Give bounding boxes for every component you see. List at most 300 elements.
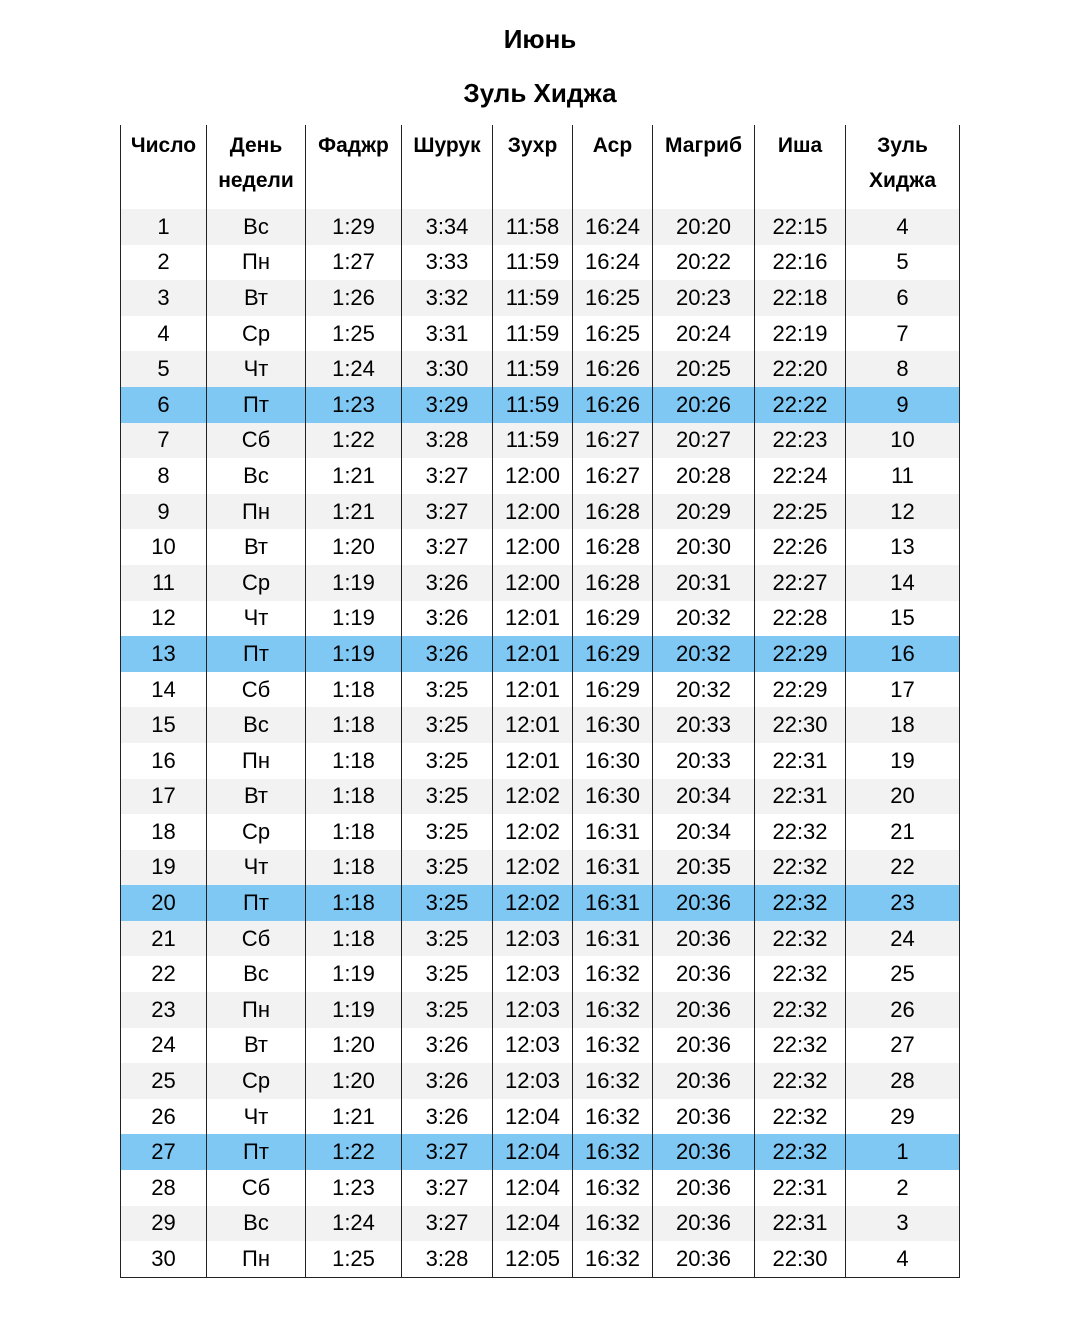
page-title: Июнь: [503, 24, 577, 54]
cell-shuruq: 3:30: [402, 351, 493, 387]
cell-shuruq: 3:25: [402, 956, 493, 992]
cell-hijri: 14: [846, 565, 960, 601]
cell-weekday: Пн: [207, 245, 306, 281]
cell-isha: 22:18: [755, 280, 846, 316]
cell-isha: 22:23: [755, 423, 846, 459]
cell-zuhr: 12:00: [493, 458, 573, 494]
cell-asr: 16:32: [573, 1206, 653, 1242]
cell-fajr: 1:18: [306, 672, 402, 708]
cell-hijri: 29: [846, 1099, 960, 1135]
cell-fajr: 1:26: [306, 280, 402, 316]
cell-weekday: Сб: [207, 921, 306, 957]
cell-maghrib: 20:36: [653, 1028, 755, 1064]
cell-zuhr: 12:04: [493, 1206, 573, 1242]
cell-asr: 16:25: [573, 316, 653, 352]
cell-maghrib: 20:36: [653, 956, 755, 992]
cell-zuhr: 12:02: [493, 814, 573, 850]
cell-shuruq: 3:26: [402, 565, 493, 601]
cell-asr: 16:29: [573, 601, 653, 637]
cell-maghrib: 20:30: [653, 529, 755, 565]
column-header-day: [121, 125, 207, 209]
cell-shuruq: 3:29: [402, 387, 493, 423]
cell-isha: 22:30: [755, 707, 846, 743]
cell-shuruq: 3:25: [402, 814, 493, 850]
cell-fajr: 1:19: [306, 565, 402, 601]
column-header-maghrib: [653, 125, 755, 209]
cell-shuruq: 3:25: [402, 779, 493, 815]
cell-weekday: Сб: [207, 1170, 306, 1206]
cell-hijri: 21: [846, 814, 960, 850]
cell-day: 22: [121, 956, 207, 992]
cell-shuruq: 3:25: [402, 850, 493, 886]
cell-asr: 16:28: [573, 529, 653, 565]
cell-maghrib: 20:36: [653, 885, 755, 921]
cell-maghrib: 20:31: [653, 565, 755, 601]
cell-day: 1: [121, 209, 207, 245]
cell-weekday: Чт: [207, 1099, 306, 1135]
cell-day: 8: [121, 458, 207, 494]
cell-zuhr: 12:03: [493, 1028, 573, 1064]
cell-fajr: 1:18: [306, 743, 402, 779]
cell-day: 11: [121, 565, 207, 601]
table-row: [121, 992, 960, 1028]
table-row: [121, 351, 960, 387]
cell-isha: 22:32: [755, 814, 846, 850]
cell-weekday: Вс: [207, 209, 306, 245]
cell-fajr: 1:22: [306, 423, 402, 459]
cell-shuruq: 3:27: [402, 494, 493, 530]
column-header-label: Иша: [777, 134, 823, 157]
cell-asr: 16:32: [573, 1170, 653, 1206]
cell-weekday: Вс: [207, 458, 306, 494]
cell-weekday: Чт: [207, 351, 306, 387]
cell-zuhr: 12:01: [493, 707, 573, 743]
column-header-shuruq: [402, 125, 493, 209]
table-row: [121, 850, 960, 886]
cell-day: 20: [121, 885, 207, 921]
column-header-hijri: [846, 125, 960, 209]
cell-weekday: Сб: [207, 672, 306, 708]
cell-asr: 16:30: [573, 707, 653, 743]
cell-weekday: Пн: [207, 494, 306, 530]
cell-day: 27: [121, 1134, 207, 1170]
cell-zuhr: 11:59: [493, 387, 573, 423]
cell-maghrib: 20:34: [653, 779, 755, 815]
cell-day: 25: [121, 1063, 207, 1099]
cell-zuhr: 11:59: [493, 245, 573, 281]
table-row: [121, 1206, 960, 1242]
cell-asr: 16:31: [573, 921, 653, 957]
table-row: [121, 458, 960, 494]
cell-asr: 16:32: [573, 1241, 653, 1277]
cell-asr: 16:26: [573, 387, 653, 423]
column-header-label: Число: [130, 134, 197, 157]
cell-fajr: 1:18: [306, 850, 402, 886]
cell-isha: 22:32: [755, 1028, 846, 1064]
cell-maghrib: 20:34: [653, 814, 755, 850]
cell-fajr: 1:25: [306, 316, 402, 352]
cell-fajr: 1:18: [306, 885, 402, 921]
cell-hijri: 24: [846, 921, 960, 957]
cell-maghrib: 20:36: [653, 1170, 755, 1206]
cell-maghrib: 20:32: [653, 601, 755, 637]
column-header-fajr: [306, 125, 402, 209]
cell-hijri: 15: [846, 601, 960, 637]
cell-maghrib: 20:36: [653, 1206, 755, 1242]
cell-hijri: 4: [846, 1241, 960, 1277]
cell-day: 30: [121, 1241, 207, 1277]
cell-fajr: 1:20: [306, 1063, 402, 1099]
cell-day: 28: [121, 1170, 207, 1206]
cell-fajr: 1:21: [306, 1099, 402, 1135]
cell-zuhr: 12:02: [493, 850, 573, 886]
cell-asr: 16:27: [573, 458, 653, 494]
cell-shuruq: 3:32: [402, 280, 493, 316]
cell-zuhr: 12:01: [493, 672, 573, 708]
cell-asr: 16:32: [573, 1099, 653, 1135]
cell-asr: 16:27: [573, 423, 653, 459]
cell-shuruq: 3:25: [402, 707, 493, 743]
cell-isha: 22:32: [755, 1099, 846, 1135]
cell-zuhr: 12:05: [493, 1241, 573, 1277]
table-row: [121, 1241, 960, 1277]
table-row: [121, 1099, 960, 1135]
cell-weekday: Ср: [207, 316, 306, 352]
cell-maghrib: 20:29: [653, 494, 755, 530]
cell-fajr: 1:25: [306, 1241, 402, 1277]
cell-asr: 16:30: [573, 743, 653, 779]
cell-fajr: 1:18: [306, 814, 402, 850]
cell-isha: 22:32: [755, 956, 846, 992]
cell-weekday: Пн: [207, 1241, 306, 1277]
cell-shuruq: 3:27: [402, 529, 493, 565]
cell-maghrib: 20:33: [653, 743, 755, 779]
cell-asr: 16:32: [573, 1028, 653, 1064]
cell-hijri: 13: [846, 529, 960, 565]
cell-weekday: Пт: [207, 387, 306, 423]
cell-fajr: 1:23: [306, 1170, 402, 1206]
cell-maghrib: 20:27: [653, 423, 755, 459]
cell-shuruq: 3:25: [402, 921, 493, 957]
cell-asr: 16:32: [573, 1063, 653, 1099]
cell-fajr: 1:21: [306, 494, 402, 530]
cell-zuhr: 12:03: [493, 1063, 573, 1099]
cell-zuhr: 12:00: [493, 529, 573, 565]
table-row: [121, 529, 960, 565]
cell-zuhr: 12:02: [493, 885, 573, 921]
cell-shuruq: 3:27: [402, 458, 493, 494]
cell-hijri: 28: [846, 1063, 960, 1099]
cell-zuhr: 12:04: [493, 1170, 573, 1206]
column-header-label: Фаджр: [318, 134, 389, 157]
cell-day: 7: [121, 423, 207, 459]
cell-isha: 22:29: [755, 672, 846, 708]
cell-zuhr: 11:58: [493, 209, 573, 245]
cell-maghrib: 20:36: [653, 1063, 755, 1099]
cell-asr: 16:29: [573, 672, 653, 708]
cell-fajr: 1:18: [306, 707, 402, 743]
cell-day: 12: [121, 601, 207, 637]
cell-hijri: 23: [846, 885, 960, 921]
cell-weekday: Пт: [207, 885, 306, 921]
cell-shuruq: 3:26: [402, 1099, 493, 1135]
cell-fajr: 1:27: [306, 245, 402, 281]
cell-isha: 22:28: [755, 601, 846, 637]
cell-hijri: 17: [846, 672, 960, 708]
cell-zuhr: 11:59: [493, 280, 573, 316]
cell-zuhr: 12:00: [493, 494, 573, 530]
cell-isha: 22:15: [755, 209, 846, 245]
column-header-label: Хиджа: [868, 169, 937, 192]
cell-weekday: Пн: [207, 743, 306, 779]
cell-shuruq: 3:25: [402, 743, 493, 779]
cell-day: 24: [121, 1028, 207, 1064]
cell-asr: 16:30: [573, 779, 653, 815]
cell-isha: 22:22: [755, 387, 846, 423]
cell-isha: 22:32: [755, 992, 846, 1028]
cell-isha: 22:31: [755, 779, 846, 815]
cell-hijri: 4: [846, 209, 960, 245]
hijri-month-title: Зуль Хиджа: [463, 78, 617, 108]
cell-isha: 22:32: [755, 1063, 846, 1099]
cell-asr: 16:26: [573, 351, 653, 387]
table-row: [121, 245, 960, 281]
cell-isha: 22:31: [755, 1206, 846, 1242]
cell-day: 5: [121, 351, 207, 387]
table-row: [121, 1170, 960, 1206]
cell-zuhr: 12:03: [493, 956, 573, 992]
cell-isha: 22:27: [755, 565, 846, 601]
cell-maghrib: 20:25: [653, 351, 755, 387]
cell-asr: 16:24: [573, 245, 653, 281]
cell-fajr: 1:20: [306, 529, 402, 565]
cell-maghrib: 20:36: [653, 1241, 755, 1277]
cell-day: 16: [121, 743, 207, 779]
cell-hijri: 16: [846, 636, 960, 672]
cell-day: 21: [121, 921, 207, 957]
cell-shuruq: 3:34: [402, 209, 493, 245]
cell-isha: 22:31: [755, 1170, 846, 1206]
cell-shuruq: 3:26: [402, 1028, 493, 1064]
table-row: [121, 423, 960, 459]
cell-hijri: 1: [846, 1134, 960, 1170]
cell-hijri: 11: [846, 458, 960, 494]
cell-weekday: Чт: [207, 601, 306, 637]
cell-isha: 22:30: [755, 1241, 846, 1277]
cell-asr: 16:28: [573, 494, 653, 530]
cell-maghrib: 20:28: [653, 458, 755, 494]
cell-hijri: 12: [846, 494, 960, 530]
cell-shuruq: 3:26: [402, 1063, 493, 1099]
cell-hijri: 8: [846, 351, 960, 387]
cell-zuhr: 12:03: [493, 921, 573, 957]
cell-asr: 16:32: [573, 1134, 653, 1170]
cell-maghrib: 20:35: [653, 850, 755, 886]
cell-zuhr: 12:02: [493, 779, 573, 815]
cell-day: 10: [121, 529, 207, 565]
column-header-label: Зуль: [877, 134, 928, 157]
cell-fajr: 1:19: [306, 992, 402, 1028]
cell-isha: 22:24: [755, 458, 846, 494]
cell-asr: 16:29: [573, 636, 653, 672]
cell-maghrib: 20:22: [653, 245, 755, 281]
cell-weekday: Вс: [207, 1206, 306, 1242]
cell-day: 19: [121, 850, 207, 886]
cell-weekday: Вс: [207, 707, 306, 743]
cell-fajr: 1:21: [306, 458, 402, 494]
cell-weekday: Ср: [207, 1063, 306, 1099]
cell-shuruq: 3:25: [402, 885, 493, 921]
cell-maghrib: 20:26: [653, 387, 755, 423]
cell-hijri: 18: [846, 707, 960, 743]
cell-maghrib: 20:36: [653, 921, 755, 957]
table-row: [121, 209, 960, 245]
cell-weekday: Пн: [207, 992, 306, 1028]
cell-day: 3: [121, 280, 207, 316]
cell-hijri: 9: [846, 387, 960, 423]
cell-zuhr: 11:59: [493, 316, 573, 352]
cell-day: 4: [121, 316, 207, 352]
cell-shuruq: 3:25: [402, 672, 493, 708]
cell-maghrib: 20:32: [653, 636, 755, 672]
cell-isha: 22:29: [755, 636, 846, 672]
table-body: [121, 209, 960, 1277]
cell-shuruq: 3:28: [402, 423, 493, 459]
column-header-label: недели: [218, 169, 294, 192]
cell-shuruq: 3:27: [402, 1134, 493, 1170]
table-row: [121, 743, 960, 779]
cell-fajr: 1:19: [306, 601, 402, 637]
column-header-asr: [573, 125, 653, 209]
cell-maghrib: 20:24: [653, 316, 755, 352]
table-row: [121, 956, 960, 992]
cell-weekday: Ср: [207, 565, 306, 601]
table-row: [121, 707, 960, 743]
cell-maghrib: 20:23: [653, 280, 755, 316]
table-row: [121, 1028, 960, 1064]
cell-zuhr: 12:04: [493, 1099, 573, 1135]
cell-maghrib: 20:36: [653, 1134, 755, 1170]
cell-hijri: 6: [846, 280, 960, 316]
cell-asr: 16:28: [573, 565, 653, 601]
cell-fajr: 1:18: [306, 921, 402, 957]
cell-day: 26: [121, 1099, 207, 1135]
cell-fajr: 1:23: [306, 387, 402, 423]
table-row: [121, 636, 960, 672]
column-header-label: День: [229, 134, 283, 157]
cell-weekday: Пт: [207, 1134, 306, 1170]
cell-weekday: Вт: [207, 1028, 306, 1064]
table-header-row: [121, 125, 960, 209]
cell-zuhr: 12:01: [493, 743, 573, 779]
column-header-label: Магриб: [665, 134, 742, 157]
cell-maghrib: 20:32: [653, 672, 755, 708]
column-header-isha: [755, 125, 846, 209]
cell-shuruq: 3:27: [402, 1170, 493, 1206]
cell-weekday: Вт: [207, 529, 306, 565]
cell-asr: 16:32: [573, 956, 653, 992]
cell-isha: 22:32: [755, 1134, 846, 1170]
cell-day: 23: [121, 992, 207, 1028]
cell-day: 6: [121, 387, 207, 423]
cell-hijri: 27: [846, 1028, 960, 1064]
table-row: [121, 494, 960, 530]
cell-weekday: Ср: [207, 814, 306, 850]
cell-maghrib: 20:20: [653, 209, 755, 245]
cell-zuhr: 11:59: [493, 351, 573, 387]
table-row: [121, 885, 960, 921]
cell-shuruq: 3:25: [402, 992, 493, 1028]
table-row: [121, 814, 960, 850]
cell-zuhr: 12:04: [493, 1134, 573, 1170]
table-row: [121, 672, 960, 708]
cell-day: 14: [121, 672, 207, 708]
cell-asr: 16:25: [573, 280, 653, 316]
cell-shuruq: 3:33: [402, 245, 493, 281]
cell-day: 15: [121, 707, 207, 743]
table-row: [121, 565, 960, 601]
cell-asr: 16:24: [573, 209, 653, 245]
cell-isha: 22:32: [755, 885, 846, 921]
cell-isha: 22:16: [755, 245, 846, 281]
cell-asr: 16:31: [573, 814, 653, 850]
column-header-weekday: [207, 125, 306, 209]
cell-shuruq: 3:26: [402, 601, 493, 637]
cell-fajr: 1:20: [306, 1028, 402, 1064]
cell-weekday: Пт: [207, 636, 306, 672]
cell-day: 29: [121, 1206, 207, 1242]
cell-zuhr: 12:00: [493, 565, 573, 601]
cell-hijri: 26: [846, 992, 960, 1028]
cell-isha: 22:26: [755, 529, 846, 565]
cell-asr: 16:31: [573, 885, 653, 921]
column-header-zuhr: [493, 125, 573, 209]
cell-zuhr: 12:03: [493, 992, 573, 1028]
cell-shuruq: 3:31: [402, 316, 493, 352]
cell-hijri: 5: [846, 245, 960, 281]
cell-fajr: 1:24: [306, 351, 402, 387]
cell-shuruq: 3:28: [402, 1241, 493, 1277]
cell-weekday: Вт: [207, 280, 306, 316]
cell-fajr: 1:19: [306, 956, 402, 992]
cell-day: 9: [121, 494, 207, 530]
cell-maghrib: 20:36: [653, 1099, 755, 1135]
cell-asr: 16:31: [573, 850, 653, 886]
cell-shuruq: 3:26: [402, 636, 493, 672]
cell-maghrib: 20:36: [653, 992, 755, 1028]
cell-weekday: Вт: [207, 779, 306, 815]
cell-weekday: Вс: [207, 956, 306, 992]
cell-hijri: 3: [846, 1206, 960, 1242]
table-row: [121, 316, 960, 352]
table-row: [121, 601, 960, 637]
cell-zuhr: 12:01: [493, 601, 573, 637]
cell-hijri: 2: [846, 1170, 960, 1206]
cell-hijri: 25: [846, 956, 960, 992]
table-row: [121, 779, 960, 815]
cell-isha: 22:25: [755, 494, 846, 530]
cell-hijri: 7: [846, 316, 960, 352]
prayer-times-table: [120, 125, 960, 1278]
cell-isha: 22:20: [755, 351, 846, 387]
cell-asr: 16:32: [573, 992, 653, 1028]
cell-weekday: Чт: [207, 850, 306, 886]
column-header-label: Зухр: [507, 134, 558, 157]
cell-shuruq: 3:27: [402, 1206, 493, 1242]
table-row: [121, 280, 960, 316]
table-row: [121, 1134, 960, 1170]
table-row: [121, 921, 960, 957]
